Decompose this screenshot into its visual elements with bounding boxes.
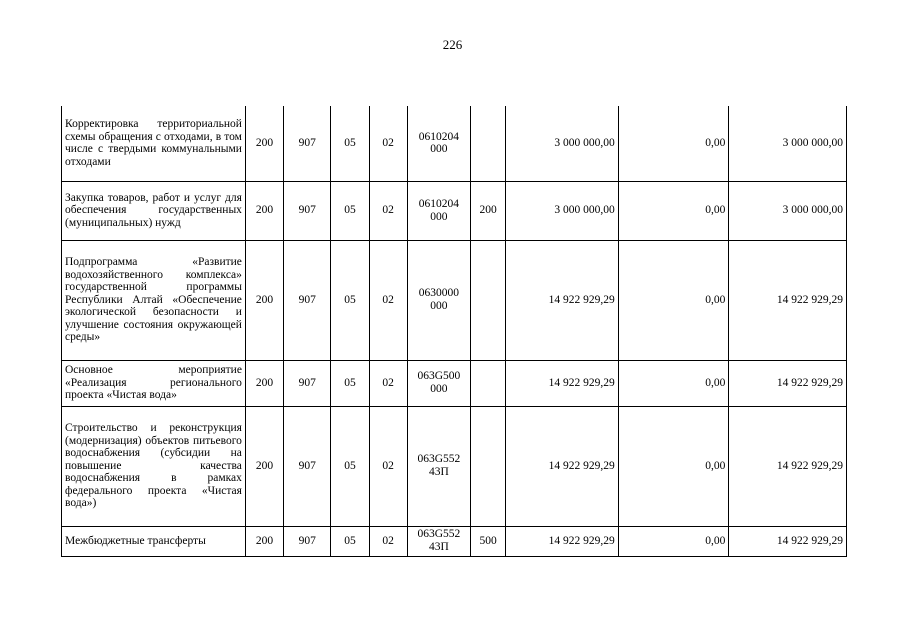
cell-expense-type: 200	[471, 181, 506, 240]
cell-amount-change: 0,00	[618, 106, 729, 181]
cell-target-article	[407, 526, 470, 556]
row-name: Подпрограмма «Развитие водохозяйственного комплекса» государственной программы Республики Алтай «Обеспечение экологической безопасности и улучшение состояния окружающей среды»	[62, 240, 246, 360]
cell-target-article	[407, 360, 470, 406]
cell-target-article	[407, 240, 470, 360]
cell-amount-final: 14 922 929,29	[729, 406, 847, 526]
table-row	[62, 106, 847, 181]
cell-amount-total: 14 922 929,29	[506, 240, 619, 360]
target-article-text: 063G552 43П	[417, 528, 461, 553]
row-name: Корректировка территориальной схемы обращения с отходами, в том числе с твердыми коммунальными отходами	[62, 106, 246, 181]
budget-table	[61, 106, 847, 557]
target-article-text: 0630000 000	[418, 287, 459, 312]
cell-amount-total: 3 000 000,00	[506, 181, 619, 240]
cell-amount-total: 14 922 929,29	[506, 406, 619, 526]
cell-subsection: 02	[369, 240, 407, 360]
cell-code: 200	[245, 181, 283, 240]
row-name: Основное мероприятие «Реализация регионального проекта «Чистая вода»	[62, 360, 246, 406]
cell-amount-change: 0,00	[618, 406, 729, 526]
target-article-text: 063G500 000	[417, 370, 461, 395]
cell-subsection: 02	[369, 106, 407, 181]
table-body	[62, 106, 847, 556]
cell-section: 05	[331, 406, 369, 526]
cell-code: 200	[245, 406, 283, 526]
cell-subsection: 02	[369, 406, 407, 526]
cell-section: 05	[331, 106, 369, 181]
cell-code: 200	[245, 240, 283, 360]
cell-ministry: 907	[284, 360, 331, 406]
cell-ministry: 907	[284, 240, 331, 360]
cell-amount-change: 0,00	[618, 526, 729, 556]
cell-amount-change: 0,00	[618, 360, 729, 406]
cell-amount-final: 14 922 929,29	[729, 240, 847, 360]
cell-target-article	[407, 406, 470, 526]
cell-section: 05	[331, 181, 369, 240]
cell-ministry: 907	[284, 181, 331, 240]
table-row	[62, 406, 847, 526]
table-row	[62, 526, 847, 556]
target-article-text: 0610204 000	[418, 197, 459, 223]
cell-amount-total: 14 922 929,29	[506, 526, 619, 556]
cell-ministry: 907	[284, 106, 331, 181]
page-number: 226	[442, 37, 463, 52]
table-row	[62, 181, 847, 240]
table-row	[62, 360, 847, 406]
cell-target-article	[407, 181, 470, 240]
cell-ministry: 907	[284, 526, 331, 556]
cell-code: 200	[245, 360, 283, 406]
row-name: Строительство и реконструкция (модернизация) объектов питьевого водоснабжения (субсидии на повышение качества водоснабжения в рамках федерального проекта «Чистая вода»)	[62, 406, 246, 526]
cell-expense-type	[471, 240, 506, 360]
cell-expense-type	[471, 106, 506, 181]
cell-section: 05	[331, 240, 369, 360]
cell-subsection: 02	[369, 360, 407, 406]
row-name: Закупка товаров, работ и услуг для обеспечения государственных (муниципальных) нужд	[62, 181, 246, 240]
target-article-text: 0610204 000	[418, 130, 459, 156]
cell-code: 200	[245, 526, 283, 556]
cell-subsection: 02	[369, 526, 407, 556]
cell-amount-final: 14 922 929,29	[729, 360, 847, 406]
target-article-text: 063G552 43П	[417, 453, 461, 478]
cell-ministry: 907	[284, 406, 331, 526]
cell-section: 05	[331, 526, 369, 556]
cell-expense-type	[471, 360, 506, 406]
row-name: Межбюджетные трансферты	[62, 526, 246, 556]
cell-code: 200	[245, 106, 283, 181]
cell-amount-total: 14 922 929,29	[506, 360, 619, 406]
table-row	[62, 240, 847, 360]
cell-amount-total: 3 000 000,00	[506, 106, 619, 181]
cell-expense-type	[471, 406, 506, 526]
cell-amount-final: 3 000 000,00	[729, 106, 847, 181]
cell-target-article	[407, 106, 470, 181]
cell-amount-change: 0,00	[618, 240, 729, 360]
cell-amount-final: 3 000 000,00	[729, 181, 847, 240]
cell-amount-change: 0,00	[618, 181, 729, 240]
cell-amount-final: 14 922 929,29	[729, 526, 847, 556]
cell-section: 05	[331, 360, 369, 406]
cell-subsection: 02	[369, 181, 407, 240]
cell-expense-type: 500	[471, 526, 506, 556]
